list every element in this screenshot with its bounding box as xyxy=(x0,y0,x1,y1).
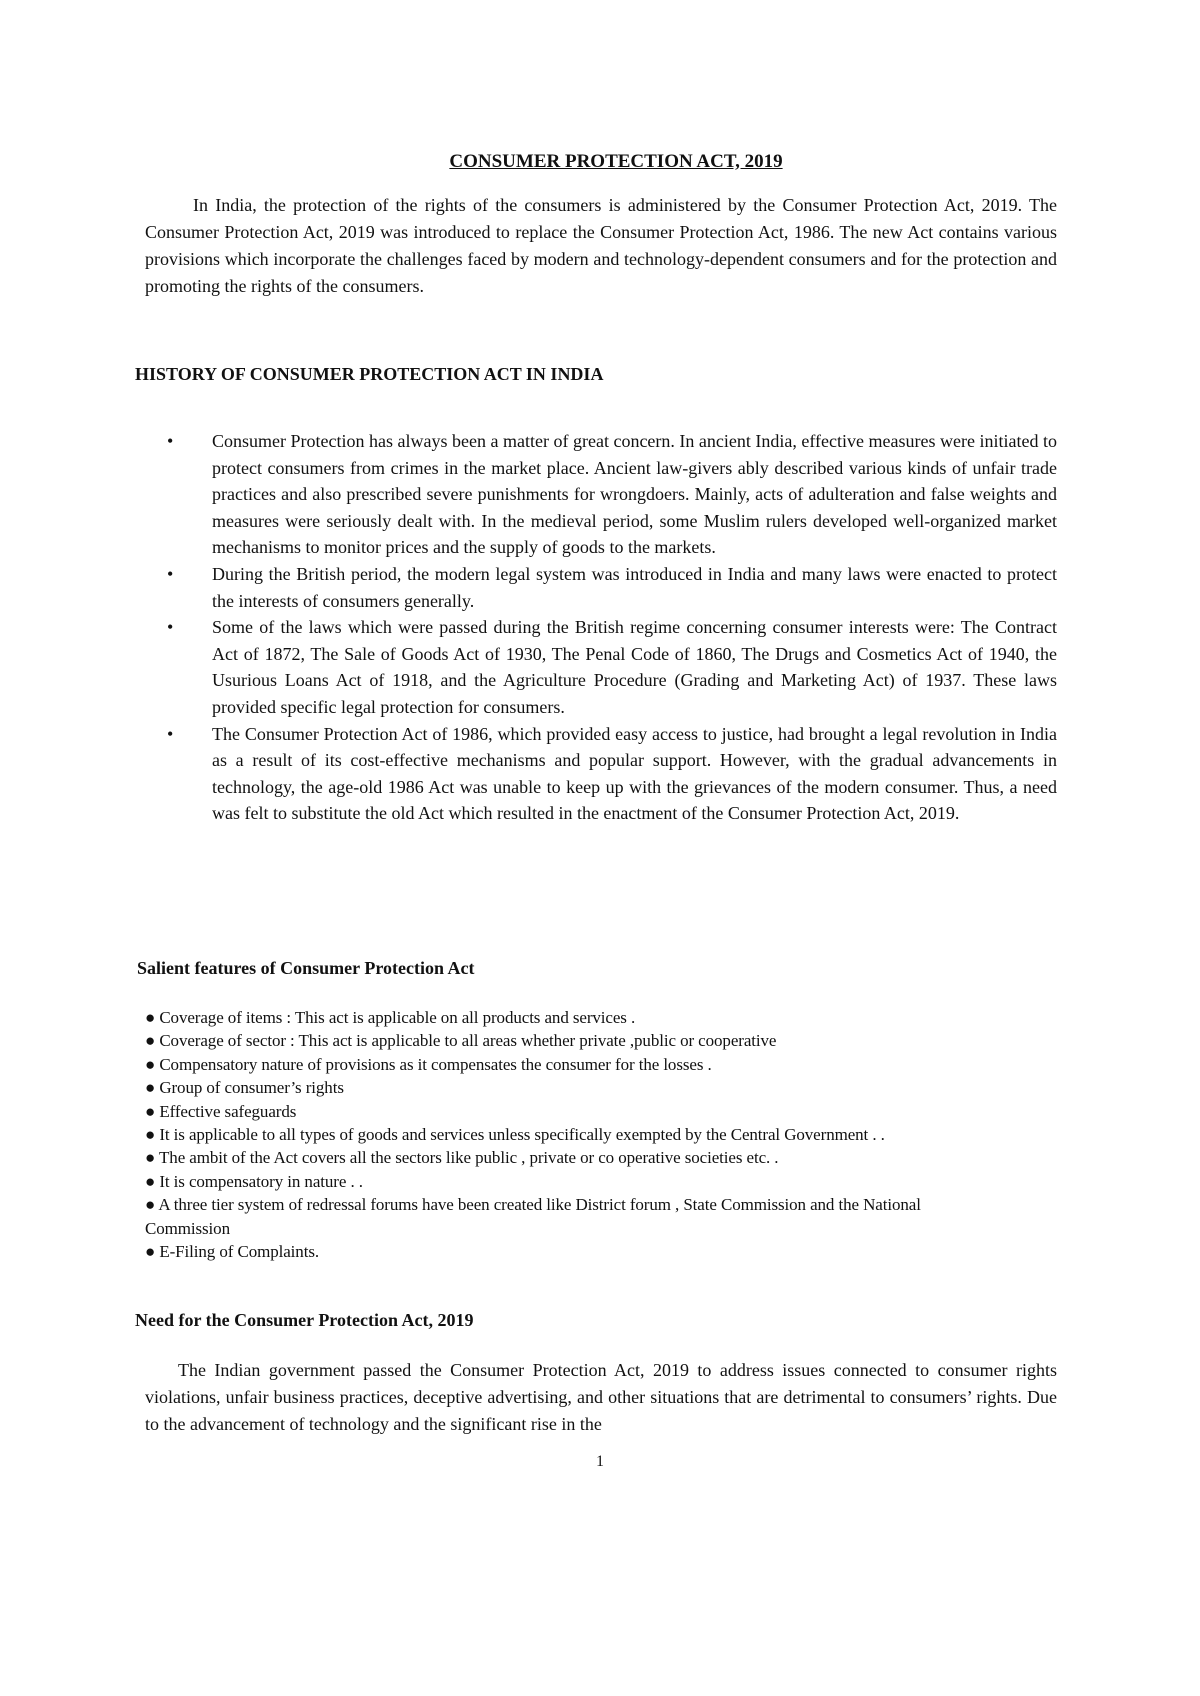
list-item: • The Consumer Protection Act of 1986, which provided easy access to justice, had brought a legal revolution in India as a result of its cost-effective mechanisms and popular support. However, with the gradual advancements in technology, the age-old 1986 Act was unable to keep up with the grievances of the modern consumer. Thus, a need was felt to substitute the old Act which resulted in the enactment of the Consumer Protection Act, 2019. xyxy=(145,721,1057,827)
list-item: ● The ambit of the Act covers all the sectors like public , private or co operative societies etc. . xyxy=(145,1148,779,1168)
page-number: 1 xyxy=(596,1453,604,1470)
list-item: ● E-Filing of Complaints. xyxy=(145,1242,319,1262)
bullet-icon: • xyxy=(167,563,174,584)
bullet-icon: • xyxy=(167,617,174,638)
need-paragraph: The Indian government passed the Consumer Protection Act, 2019 to address issues connected to consumer rights violations, unfair business practices, deceptive advertising, and other situations that are detrimental to consumers’ rights. Due to the advancement of technology and the significant rise in the xyxy=(145,1360,1057,1434)
list-item: • Some of the laws which were passed during the British regime concerning consumer interests were: The Contract Act of 1872, The Sale of Goods Act of 1930, The Penal Code of 1860, The Drugs and Cosmetics Act of 1940, the Usurious Loans Act of 1918, and the Agriculture Procedure (Grading and Marketing Act) of 1937. These laws provided specific legal protection for consumers. xyxy=(145,614,1057,720)
history-heading: HISTORY OF CONSUMER PROTECTION ACT IN INDIA xyxy=(135,364,604,384)
list-item: • Consumer Protection has always been a matter of great concern. In ancient India, effective measures were initiated to protect consumers from crimes in the market place. Ancient law-givers ably described various kinds of unfair trade practices and also prescribed severe punishments for wrongdoers. Mainly, acts of adulteration and false weights and measures were seriously dealt with. In the medieval period, some Muslim rulers developed well-organized market mechanisms to monitor prices and the supply of goods to the markets. xyxy=(145,428,1057,561)
document-title: CONSUMER PROTECTION ACT, 2019 xyxy=(449,150,783,172)
list-item: ● Compensatory nature of provisions as it compensates the consumer for the losses . xyxy=(145,1054,712,1074)
list-item: ● Coverage of items : This act is applicable on all products and services . xyxy=(145,1008,636,1027)
bullet-icon: • xyxy=(167,723,174,744)
list-item: ● Coverage of sector : This act is applicable to all areas whether private ,public or cooperative xyxy=(145,1031,777,1051)
list-item: ● Effective safeguards xyxy=(145,1101,297,1121)
list-item: ● A three tier system of redressal forums have been created like District forum , State Commission and the National Commission xyxy=(145,1195,921,1238)
list-item: ● It is compensatory in nature . . xyxy=(145,1171,363,1191)
list-item: ● Group of consumer’s rights xyxy=(145,1078,344,1098)
need-heading: Need for the Consumer Protection Act, 2019 xyxy=(135,1310,474,1330)
list-item: • During the British period, the modern legal system was introduced in India and many laws were enacted to protect the interests of consumers generally. xyxy=(145,561,1057,614)
list-item: ● It is applicable to all types of goods and services unless specifically exempted by the Central Government . . xyxy=(145,1125,885,1145)
features-heading: Salient features of Consumer Protection Act xyxy=(137,958,475,978)
features-list xyxy=(145,1006,945,1263)
bullet-icon: • xyxy=(167,431,174,451)
intro-paragraph: In India, the protection of the rights of the consumers is administered by the Consumer Protection Act, 2019. The Consumer Protection Act, 2019 was introduced to replace the Consumer Protection Act, 1986. The new Act contains various provisions which incorporate the challenges faced by modern and technology-dependent consumers and for the protection and promoting the rights of the consumers. xyxy=(145,195,1057,296)
history-list xyxy=(145,428,1057,827)
